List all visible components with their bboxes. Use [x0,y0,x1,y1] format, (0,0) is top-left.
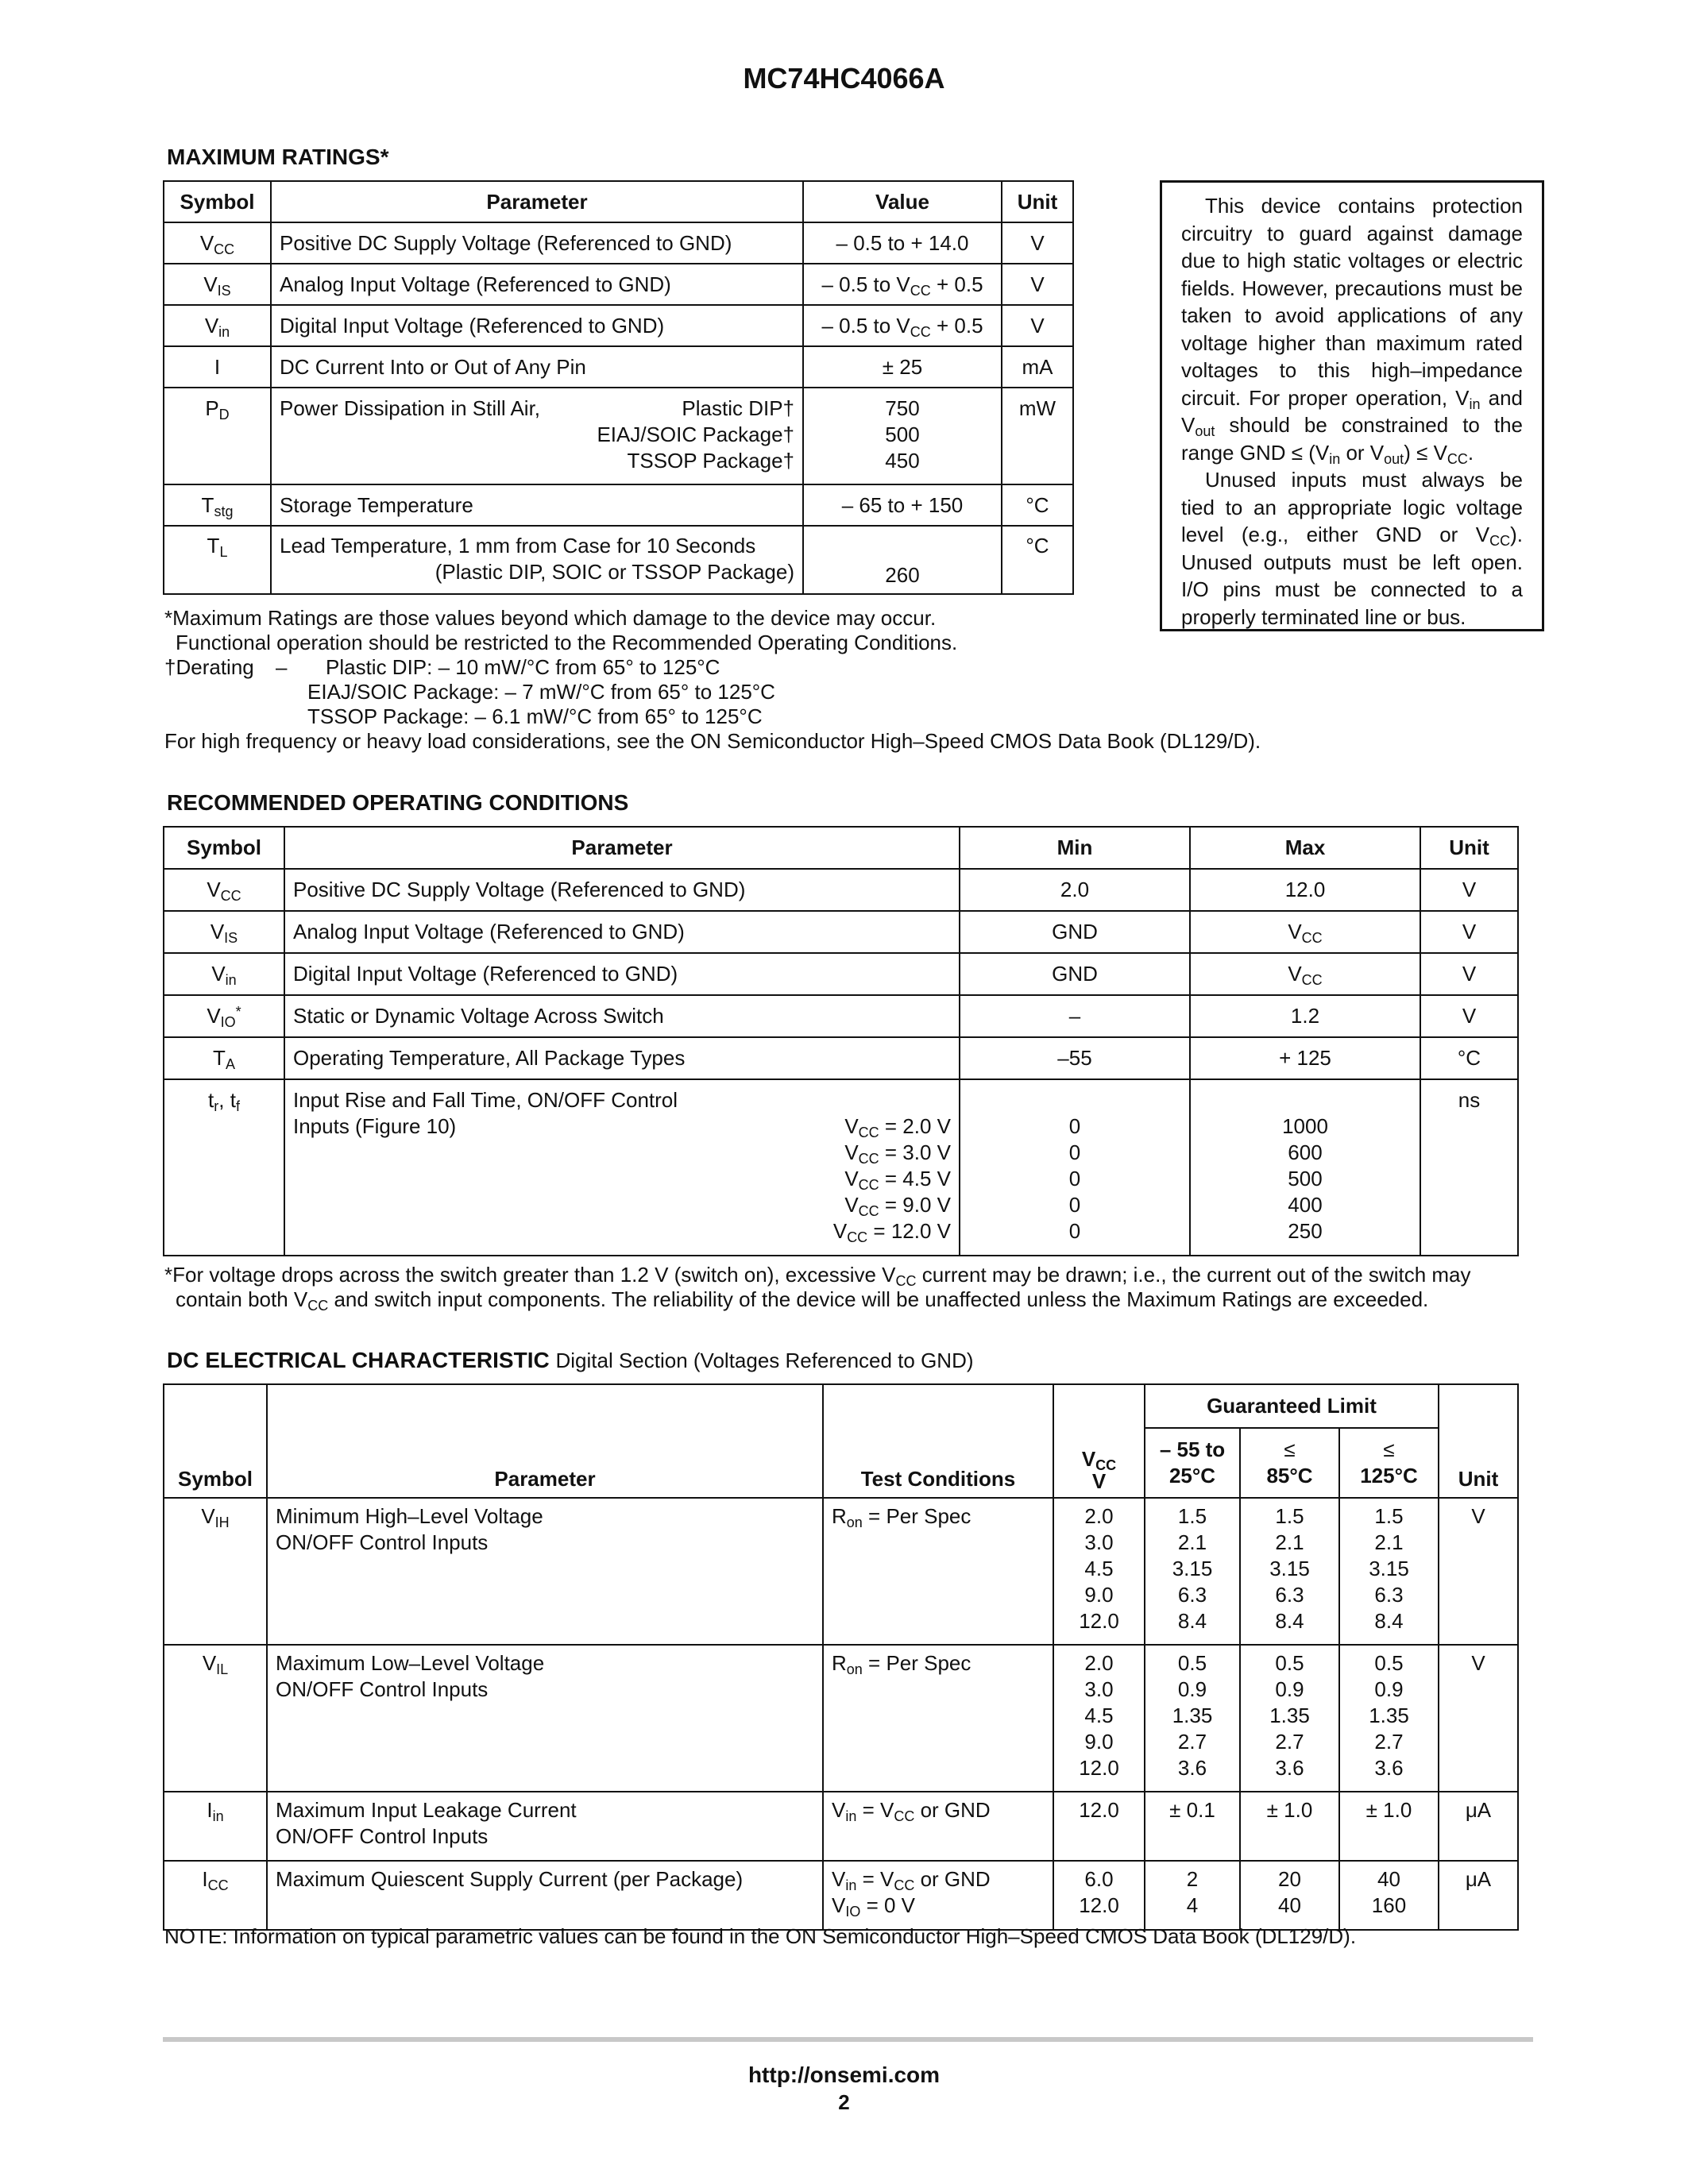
min-cell: 0 0 0 0 0 [960,1079,1190,1256]
esd-notice-box [1160,180,1544,631]
table-header-row [164,1384,1518,1428]
roc-heading: RECOMMENDED OPERATING CONDITIONS [167,790,629,815]
unit-cell: μA [1439,1861,1518,1930]
col-header: Parameter [284,827,960,869]
page-number: 2 [838,2090,850,2114]
unit-cell: V [1420,953,1518,995]
esd-notice-paragraph: This device contains protection circuitry to guard against damage due to high static voltages or electric fields. However, precautions must be taken to avoid applications of any voltage higher than maximum rated voltages to this high–impedance circuit. For proper operation, $V_{in}$ and $V_{out}$ should be constrained to the range GND ≤ ($V_{in}$ or $V_{out}) \le V_{CC}$. [1181,194,1523,467]
unit-cell: °C [1002,484,1073,526]
parameter-cell: Power Dissipation in Still Air, Plastic DIP† EIAJ/SOIC Package† TSSOP Package† [271,388,803,484]
vcc-cell: 2.0 3.0 4.5 9.0 12.0 [1053,1498,1145,1645]
unit-cell: V [1002,305,1073,346]
max-ratings-heading: MAXIMUM RATINGS* [167,145,389,169]
parameter-cell: Digital Input Voltage (Referenced to GND) [271,305,803,346]
parameter-cell: Maximum Quiescent Supply Current (per Package) [267,1861,823,1930]
value-cell: 260 [803,526,1002,594]
symbol-cell: $T_{stg}$ [164,484,271,526]
dc-heading: DC ELECTRICAL CHARACTERISTIC Digital Section (Voltages Referenced to GND) [167,1348,974,1372]
max-cell: $V_{CC}$ [1190,953,1420,995]
table-row [164,1037,1518,1079]
value-cell: ± 25 [803,346,1002,388]
limit-cell: ± 0.1 [1145,1792,1240,1861]
parameter-cell: Minimum High–Level Voltage ON/OFF Control Inputs [267,1498,823,1645]
table-row [164,1645,1518,1792]
value-cell: – 0.5 to $V_{CC} + 0.5$ [803,264,1002,305]
col-header: ≤ 125°C [1339,1428,1439,1498]
symbol-cell: $V_{IH}$ [164,1498,267,1645]
parameter-cell: Operating Temperature, All Package Types [284,1037,960,1079]
min-cell: –55 [960,1037,1190,1079]
unit-cell: °C [1002,526,1073,594]
col-header: Symbol [164,1384,267,1498]
unit-cell: V [1439,1498,1518,1645]
parameter-cell: Lead Temperature, 1 mm from Case for 10 Seconds (Plastic DIP, SOIC or TSSOP Package) [271,526,803,594]
table-row [164,484,1073,526]
max-cell: + 125 [1190,1037,1420,1079]
parameter-cell: Positive DC Supply Voltage (Referenced to GND) [271,222,803,264]
limit-cell: 0.5 0.9 1.35 2.7 3.6 [1240,1645,1339,1792]
dc-note: NOTE: Information on typical parametric values can be found in the ON Semiconductor High–Speed CMOS Data Book (DL129/D). [164,1924,1357,1948]
col-header: ≤ 85°C [1240,1428,1339,1498]
table-row [164,995,1518,1037]
parameter-cell: Positive DC Supply Voltage (Referenced to GND) [284,869,960,911]
min-cell: – [960,995,1190,1037]
unit-cell: V [1002,222,1073,264]
table-header-row [164,827,1518,869]
unit-cell: V [1002,264,1073,305]
unit-cell: μA [1439,1792,1518,1861]
max-ratings-table [163,180,1074,595]
table-row [164,1079,1518,1256]
limit-cell: 0.5 0.9 1.35 2.7 3.6 [1339,1645,1439,1792]
symbol-cell: $V_{in}$ [164,953,284,995]
roc-footnote: *For voltage drops across the switch greater than 1.2 V (switch on), excessive $V_{CC}$ current may be drawn; i.e., the current out of the switch may contain both $V_{CC}$ and switch input components. The reliability of the device will be unaffected unless the Maximum Ratings are exceeded. [164,1263,1471,1314]
symbol-cell: $T_A$ [164,1037,284,1079]
symbol-cell: $V_{in}$ [164,305,271,346]
table-row [164,1861,1518,1930]
dc-table [163,1383,1519,1931]
symbol-cell: $t_r$, $t_f$ [164,1079,284,1256]
symbol-cell: $V_{IO}^*$ [164,995,284,1037]
table-row [164,869,1518,911]
parameter-cell: Maximum Low–Level Voltage ON/OFF Control Inputs [267,1645,823,1792]
col-header-guaranteed-limit: Guaranteed Limit [1145,1384,1439,1428]
symbol-cell: $V_{CC}$ [164,222,271,264]
col-header: Unit [1420,827,1518,869]
col-header: Max [1190,827,1420,869]
unit-cell: °C [1420,1037,1518,1079]
test-condition-cell: $V_{in} = V_{CC}$ or GND $V_{IO} = 0$ V [823,1861,1053,1930]
col-header: Symbol [164,181,271,222]
symbol-cell: $V_{CC}$ [164,869,284,911]
limit-cell: 1.5 2.1 3.15 6.3 8.4 [1240,1498,1339,1645]
vcc-cell: 12.0 [1053,1792,1145,1861]
symbol-cell: $V_{IS}$ [164,264,271,305]
footer-divider [163,2037,1533,2042]
col-header: $V_{CC}$ V [1053,1384,1145,1498]
table-row [164,222,1073,264]
symbol-cell: $P_D$ [164,388,271,484]
limit-cell: 1.5 2.1 3.15 6.3 8.4 [1339,1498,1439,1645]
max-ratings-notes: *Maximum Ratings are those values beyond which damage to the device may occur. Functional operation should be restricted to the Recommended Operating Conditions. †Derating – Plastic DIP: – 10 mW/°C from 65° to 125°C EIAJ/SOIC Package: – 7 mW/°C from 65° to 125°C TSSOP Package: – 6.1 mW/°C from 65° to 125°C For high frequency or heavy load considerations, see the ON Semiconductor High–Speed CMOS Data Book (DL129/D). [164,606,1261,753]
value-cell: – 0.5 to $V_{CC} + 0.5$ [803,305,1002,346]
parameter-cell: Static or Dynamic Voltage Across Switch [284,995,960,1037]
symbol-cell: $I_{CC}$ [164,1861,267,1930]
test-condition-cell: $R_{on}$ = Per Spec [823,1645,1053,1792]
limit-cell: ± 1.0 [1240,1792,1339,1861]
max-cell: 1000 600 500 400 250 [1190,1079,1420,1256]
col-header: Unit [1439,1384,1518,1498]
col-header: Test Conditions [823,1384,1053,1498]
limit-cell: 2 4 [1145,1861,1240,1930]
limit-cell: 0.5 0.9 1.35 2.7 3.6 [1145,1645,1240,1792]
footer-url[interactable]: http://onsemi.com [747,2062,941,2087]
unit-cell: mW [1002,388,1073,484]
parameter-cell: Analog Input Voltage (Referenced to GND) [271,264,803,305]
table-row [164,953,1518,995]
col-header: Unit [1002,181,1073,222]
col-header: Parameter [267,1384,823,1498]
parameter-cell: Storage Temperature [271,484,803,526]
max-cell: 1.2 [1190,995,1420,1037]
page-title: MC74HC4066A [743,62,945,95]
roc-table [163,826,1519,1256]
value-cell: – 0.5 to + 14.0 [803,222,1002,264]
table-row [164,526,1073,594]
limit-cell: 40 160 [1339,1861,1439,1930]
col-header: Value [803,181,1002,222]
parameter-cell: DC Current Into or Out of Any Pin [271,346,803,388]
symbol-cell: $T_L$ [164,526,271,594]
table-row [164,1792,1518,1861]
parameter-cell: Input Rise and Fall Time, ON/OFF Control Inputs (Figure 10) $V_{CC} = 2.0$ V $V_{CC} = 3.0$ V $V_{CC} = 4.5$ V $V_{CC} = 9.0$ V $V_{CC} = 12.0$ V [284,1079,960,1256]
parameter-cell: Maximum Input Leakage Current ON/OFF Control Inputs [267,1792,823,1861]
parameter-cell: Analog Input Voltage (Referenced to GND) [284,911,960,953]
symbol-cell: $I_{in}$ [164,1792,267,1861]
vcc-cell: 2.0 3.0 4.5 9.0 12.0 [1053,1645,1145,1792]
unit-cell: mA [1002,346,1073,388]
limit-cell: 1.5 2.1 3.15 6.3 8.4 [1145,1498,1240,1645]
col-header: – 55 to 25°C [1145,1428,1240,1498]
limit-cell: ± 1.0 [1339,1792,1439,1861]
value-cell: – 65 to + 150 [803,484,1002,526]
symbol-cell: $V_{IL}$ [164,1645,267,1792]
test-condition-cell: $V_{in} = V_{CC}$ or GND [823,1792,1053,1861]
unit-cell: V [1420,869,1518,911]
test-condition-cell: $R_{on}$ = Per Spec [823,1498,1053,1645]
table-row [164,911,1518,953]
table-row [164,388,1073,484]
min-cell: GND [960,953,1190,995]
max-cell: 12.0 [1190,869,1420,911]
unit-cell: V [1420,995,1518,1037]
table-header-row [164,181,1073,222]
symbol-cell: I [164,346,271,388]
unit-cell: ns [1420,1079,1518,1256]
symbol-cell: $V_{IS}$ [164,911,284,953]
table-row [164,264,1073,305]
table-row [164,1498,1518,1645]
unit-cell: V [1439,1645,1518,1792]
col-header: Min [960,827,1190,869]
table-row [164,346,1073,388]
min-cell: GND [960,911,1190,953]
value-cell: 750 500 450 [803,388,1002,484]
unused-inputs-paragraph: Unused inputs must always be tied to an appropriate logic voltage level (e.g., either GND or $V_{CC}$). Unused outputs must be left open. I/O pins must be connected to a properly terminated line or bus. [1181,468,1523,629]
parameter-cell: Digital Input Voltage (Referenced to GND) [284,953,960,995]
limit-cell: 20 40 [1240,1861,1339,1930]
vcc-cell: 6.0 12.0 [1053,1861,1145,1930]
col-header: Parameter [271,181,803,222]
col-header: Symbol [164,827,284,869]
unit-cell: V [1420,911,1518,953]
max-cell: $V_{CC}$ [1190,911,1420,953]
min-cell: 2.0 [960,869,1190,911]
table-row [164,305,1073,346]
